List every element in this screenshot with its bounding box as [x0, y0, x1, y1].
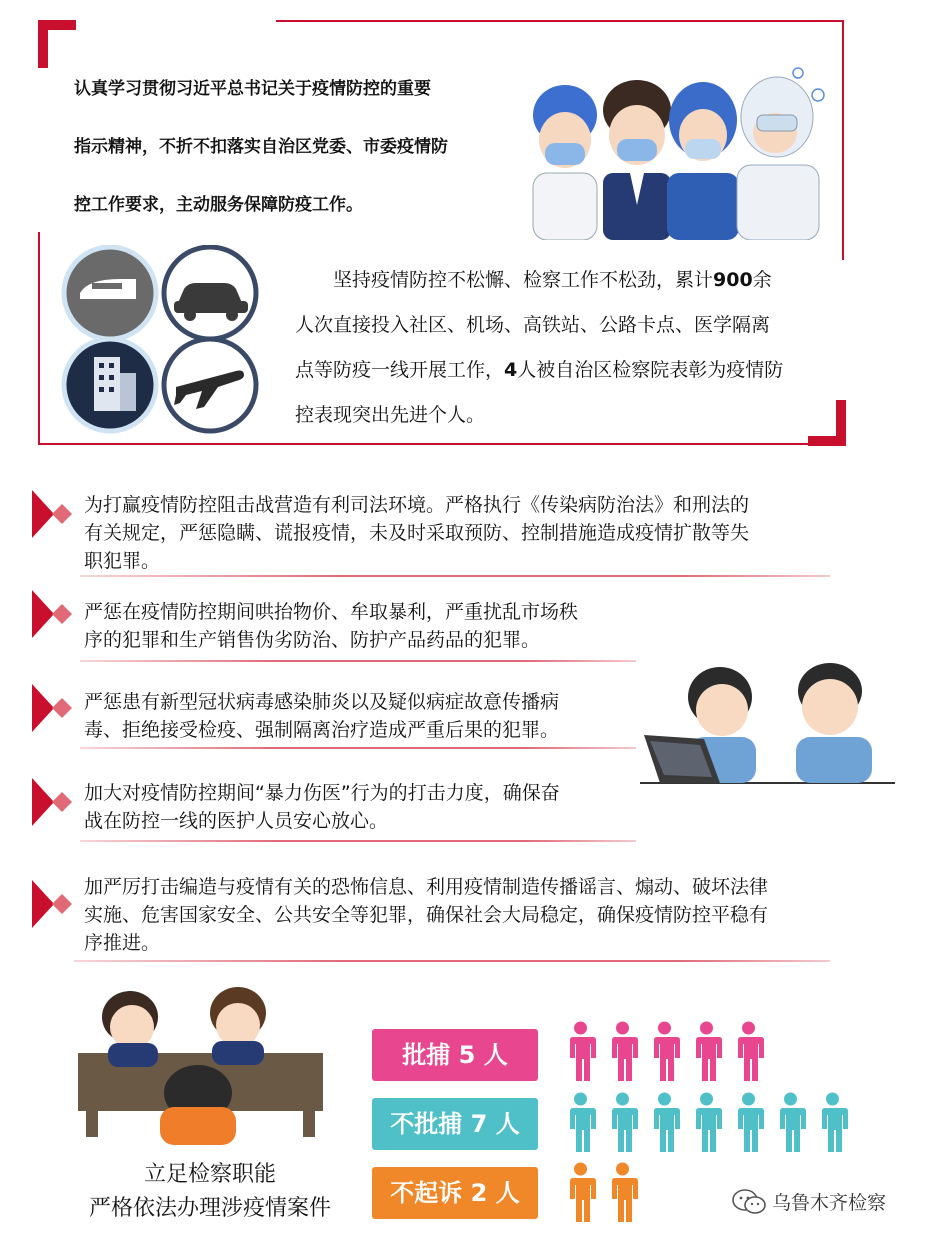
person-icon — [607, 1021, 638, 1081]
airplane-icon — [164, 339, 256, 431]
case-caption — [60, 1158, 360, 1226]
person-icon — [733, 1021, 764, 1081]
bullet-line: 加大对疫情防控期间“暴力伤医”行为的打击力度，确保奋 — [84, 782, 560, 804]
bullet-item-3 — [84, 688, 644, 744]
frame-bottom-line — [38, 443, 818, 445]
bullet-item-5 — [84, 873, 844, 957]
caption-line-1: 立足检察职能 — [143, 1162, 276, 1187]
bullet-line: 有关规定，严惩隐瞒、谎报疫情，未及时采取预防、控制措施造成疫情扩散等失 — [84, 522, 750, 544]
divider — [80, 747, 636, 749]
bullet-item-4 — [84, 779, 644, 835]
prosecutors-illustration — [640, 655, 895, 795]
bullet-item-1 — [84, 491, 844, 575]
bullet-line: 毒、拒绝接受检疫、强制隔离治疗造成严重后果的犯罪。 — [84, 719, 560, 741]
person-icon — [607, 1162, 638, 1222]
not-prosecuted-label: 不起诉 2 人 — [372, 1167, 538, 1219]
divider — [74, 960, 830, 962]
frame-left-line — [38, 232, 40, 444]
bullet-line: 战在防控一线的医护人员安心放心。 — [84, 810, 389, 832]
intro-line: 指示精神，不折不扣落实自治区党委、市委疫情防 — [74, 137, 448, 157]
frontline-text: 余 — [752, 269, 772, 291]
not-arrested-people — [565, 1092, 848, 1152]
divider — [80, 575, 830, 577]
person-icon — [565, 1021, 596, 1081]
arrested-label: 批捕 5 人 — [372, 1029, 538, 1081]
person-icon — [649, 1092, 680, 1152]
frontline-text: 坚持疫情防控不松懈、检察工作不松劲，累计 — [333, 269, 714, 291]
frontline-line-1 — [295, 258, 835, 303]
divider — [80, 840, 636, 842]
person-icon — [565, 1162, 596, 1222]
person-icon — [691, 1092, 722, 1152]
building-icon — [64, 339, 156, 431]
person-icon — [733, 1092, 764, 1152]
not-arrested-label: 不批捕 7 人 — [372, 1098, 538, 1150]
person-icon — [691, 1021, 722, 1081]
person-icon — [775, 1092, 806, 1152]
bullet-marker-icon — [32, 490, 76, 538]
intro-line: 认真学习贯彻习近平总书记关于疫情防控的重要 — [74, 79, 431, 99]
car-icon — [164, 247, 256, 339]
bullet-line: 职犯罪。 — [84, 550, 161, 572]
frame-corner-top-left — [38, 20, 78, 70]
frontline-line-2: 人次直接投入社区、机场、高铁站、公路卡点、医学隔离 — [295, 314, 771, 336]
bullet-marker-icon — [32, 880, 76, 928]
frontline-paragraph — [295, 258, 835, 438]
frontline-line-4: 控表现突出先进个人。 — [295, 404, 486, 426]
bullet-marker-icon — [32, 778, 76, 826]
person-icon — [565, 1092, 596, 1152]
medical-workers-illustration — [515, 55, 835, 240]
person-icon — [607, 1092, 638, 1152]
caption-line-2: 严格依法办理涉疫情案件 — [88, 1196, 331, 1221]
bullet-line: 序的犯罪和生产销售伪劣防治、防护产品药品的犯罪。 — [84, 629, 541, 651]
bullet-line: 加严厉打击编造与疫情有关的恐怖信息、利用疫情制造传播谣言、煽动、破坏法律 — [84, 876, 769, 898]
bullet-marker-icon — [32, 590, 76, 638]
arrested-people — [565, 1021, 764, 1081]
volunteer-count: 900 — [713, 269, 753, 291]
account-watermark — [732, 1188, 886, 1215]
frame-top-line — [276, 20, 844, 22]
frontline-text: 点等防疫一线开展工作， — [295, 359, 505, 381]
consultation-illustration — [78, 985, 328, 1145]
not-prosecuted-people — [565, 1162, 638, 1222]
bullet-line: 为打赢疫情防控阻击战营造有利司法环境。严格执行《传染病防治法》和刑法的 — [84, 494, 750, 516]
intro-line: 控工作要求，主动服务保障防疫工作。 — [74, 195, 363, 215]
person-icon — [817, 1092, 848, 1152]
divider — [80, 660, 636, 662]
honored-count: 4 — [504, 359, 518, 381]
person-icon — [649, 1021, 680, 1081]
wechat-icon — [732, 1189, 766, 1215]
bullet-marker-icon — [32, 684, 76, 732]
train-icon — [64, 247, 156, 339]
frontline-line-3 — [295, 348, 835, 393]
bullet-line: 严惩患有新型冠状病毒感染肺炎以及疑似病症故意传播病 — [84, 691, 560, 713]
bullet-line: 实施、危害国家安全、公共安全等犯罪，确保社会大局稳定，确保疫情防控平稳有 — [84, 904, 769, 926]
frame-right-line — [842, 20, 844, 260]
frontline-text: 人被自治区检察院表彰为疫情防 — [517, 359, 784, 381]
bullet-line: 严惩在疫情防控期间哄抬物价、牟取暴利，严重扰乱市场秩 — [84, 601, 579, 623]
bullet-line: 序推进。 — [84, 932, 161, 954]
bullet-item-2 — [84, 598, 644, 654]
account-name: 乌鲁木齐检察 — [772, 1192, 887, 1214]
transport-icons-cluster — [58, 245, 268, 435]
intro-text — [74, 60, 504, 234]
